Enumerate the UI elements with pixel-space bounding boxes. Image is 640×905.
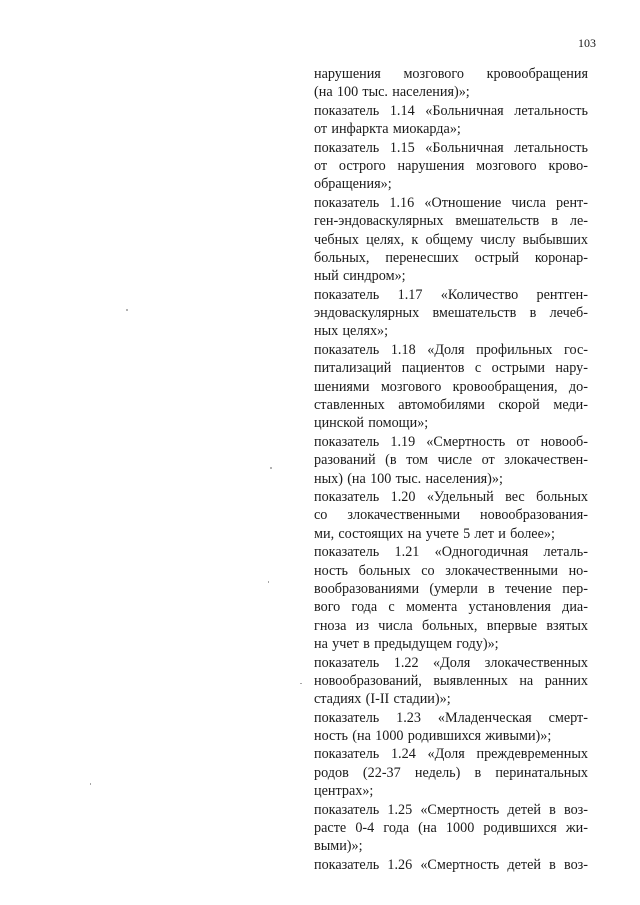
word: скорой <box>498 397 540 414</box>
word: профильных <box>476 341 553 358</box>
word: на <box>407 525 422 542</box>
word: «Отношение <box>424 194 502 211</box>
text-line <box>314 635 588 653</box>
word: 1.16 <box>389 194 415 211</box>
text-line <box>314 231 588 249</box>
word: ный <box>314 268 339 285</box>
word: населения)»; <box>425 470 503 487</box>
word: «Смертность <box>420 856 500 873</box>
word: 1.17 <box>397 286 423 303</box>
word: 100 <box>336 84 359 101</box>
word: злокачественных <box>484 654 588 671</box>
text-line <box>314 856 588 874</box>
word: родов <box>314 764 349 781</box>
word: и <box>498 525 506 542</box>
word: острыми <box>491 360 545 377</box>
word: лечеб- <box>549 305 588 322</box>
text-line <box>314 801 588 819</box>
word: 1000 <box>445 820 475 837</box>
word: смерт- <box>548 709 588 726</box>
text-line <box>314 175 588 193</box>
word: показатель <box>314 102 380 119</box>
word: рентген- <box>536 286 588 303</box>
word: 1.15 <box>389 139 415 156</box>
word: выбывших <box>522 231 588 248</box>
word: показатель <box>314 286 380 303</box>
word: показатель <box>314 801 380 818</box>
word: в <box>529 305 537 322</box>
scan-speck <box>268 581 269 583</box>
word: от <box>314 121 328 138</box>
word: детей <box>507 801 542 818</box>
word: помощи»; <box>368 415 429 432</box>
word: до- <box>568 378 588 395</box>
word: ранних <box>544 672 588 689</box>
word: целях»; <box>342 323 389 340</box>
word: мозгового <box>380 378 442 395</box>
word: 1.19 <box>390 433 416 450</box>
word: летальность <box>514 139 588 156</box>
word: «Смертность <box>420 801 500 818</box>
word: (на <box>418 820 437 837</box>
word: «Одногодичная <box>434 544 529 561</box>
text-line <box>314 120 588 138</box>
word: ность <box>314 728 349 745</box>
word: «Младенческая <box>437 709 532 726</box>
text-line <box>314 157 588 175</box>
text-line <box>314 65 588 83</box>
word: тыс. <box>395 470 422 487</box>
word: обращения»; <box>314 176 392 193</box>
word: гноза <box>314 617 347 634</box>
word: перинатальных <box>495 764 588 781</box>
text-line <box>314 543 588 561</box>
text-line <box>314 451 588 469</box>
word: ми, <box>314 525 335 542</box>
word: с <box>474 360 482 377</box>
word: чебных <box>314 231 359 248</box>
text-line <box>314 212 588 230</box>
scan-speck <box>300 683 302 684</box>
word: года <box>383 820 410 837</box>
word: том <box>406 452 429 469</box>
scan-speck <box>270 467 272 469</box>
text-line <box>314 690 588 708</box>
word: (на <box>347 470 366 487</box>
word: в <box>549 856 556 873</box>
page-number: 103 <box>578 36 596 50</box>
word: показатель <box>314 654 380 671</box>
word: нару- <box>555 360 588 377</box>
word: 100 <box>370 470 392 487</box>
word: шениями <box>314 378 370 395</box>
word: мозгового <box>476 157 537 174</box>
word: воз- <box>563 856 588 873</box>
word: 1.20 <box>390 488 416 505</box>
text-line <box>314 672 588 690</box>
word: состоящих <box>338 525 404 542</box>
word: общему <box>425 231 474 248</box>
word: ген-эндоваскулярных <box>314 213 444 230</box>
word: со <box>421 562 435 579</box>
word: «Удельный <box>426 488 494 505</box>
text-line <box>314 506 588 524</box>
word: злокачественными <box>347 507 461 524</box>
word: (22-37 <box>362 764 401 781</box>
word: 1.14 <box>389 102 415 119</box>
word: острого <box>338 157 386 174</box>
word: тыс. <box>362 84 388 101</box>
word: «Доля <box>427 341 465 358</box>
text-line <box>314 782 588 800</box>
text-line <box>314 341 588 359</box>
text-line <box>314 727 588 745</box>
text-line <box>314 562 588 580</box>
word: больных <box>358 562 411 579</box>
word: новообразования- <box>480 507 588 524</box>
word: показатель <box>314 433 380 450</box>
text-line <box>314 470 588 488</box>
word: крово- <box>548 157 588 174</box>
text-line <box>314 488 588 506</box>
word: мозгового <box>403 66 464 82</box>
word: 1.26 <box>387 856 413 873</box>
text-line <box>314 414 588 432</box>
word: стадии)»; <box>393 691 451 708</box>
text-line <box>314 654 588 672</box>
word: показатель <box>314 488 380 505</box>
scan-speck <box>126 309 128 311</box>
word: новообразований, <box>314 672 422 689</box>
word: показатель <box>314 139 380 156</box>
text-line <box>314 249 588 267</box>
word: вого <box>314 599 341 616</box>
word: 5 <box>463 525 471 542</box>
word: леталь- <box>543 544 588 561</box>
word: ставленных <box>314 397 385 414</box>
word: новооб- <box>540 433 588 450</box>
word: злокачествен- <box>504 452 588 469</box>
word: синдром»; <box>342 268 406 285</box>
word: ных <box>314 323 339 340</box>
word: преждевременных <box>476 746 588 763</box>
word: 1.21 <box>394 544 420 561</box>
word: «Смертность <box>426 433 506 450</box>
text-line <box>314 139 588 157</box>
word: на <box>314 636 328 653</box>
word: больных, <box>422 617 478 634</box>
word: «Доля <box>427 746 465 763</box>
word: ность <box>314 562 349 579</box>
word: вмешательств <box>432 305 517 322</box>
word: течение <box>504 580 553 597</box>
word: «Больничная <box>425 139 504 156</box>
text-line <box>314 83 588 101</box>
word: от <box>314 157 328 174</box>
word: лет <box>474 525 494 542</box>
word: момента <box>405 599 458 616</box>
word: центрах»; <box>314 783 374 800</box>
word: острый <box>474 249 519 266</box>
word: питализаций <box>314 360 392 377</box>
word: родившихся <box>407 728 482 745</box>
word: больных, <box>314 249 370 266</box>
text-line <box>314 764 588 782</box>
word: (на <box>314 84 333 101</box>
word: цинской <box>314 415 364 432</box>
word: нарушения <box>314 66 381 82</box>
word: числу <box>480 231 516 248</box>
text-line <box>314 267 588 285</box>
word: (в <box>385 452 397 469</box>
text-line <box>314 286 588 304</box>
word: вмешательств <box>455 213 540 230</box>
word: автомобилями <box>398 397 485 414</box>
word: на <box>519 672 534 689</box>
word: гос- <box>564 341 588 358</box>
word: предыдущем <box>374 636 453 653</box>
word: учет <box>332 636 359 653</box>
word: разований <box>314 452 376 469</box>
word: пациентов <box>401 360 465 377</box>
word: с <box>388 599 395 616</box>
word: показатель <box>314 341 380 358</box>
word: в <box>549 801 556 818</box>
word: злокачественными <box>445 562 558 579</box>
word: от <box>481 452 495 469</box>
word: установления <box>468 599 551 616</box>
word: более»; <box>510 525 555 542</box>
word: в <box>363 636 370 653</box>
word: к <box>411 231 419 248</box>
word: диа- <box>562 599 588 616</box>
word: жи- <box>565 820 588 837</box>
word: «Количество <box>440 286 519 303</box>
word: вообразованиями <box>314 580 420 597</box>
word: «Доля <box>433 654 471 671</box>
word: показатель <box>314 856 380 873</box>
word: 1000 <box>375 728 404 745</box>
word: миокарда»; <box>392 121 461 138</box>
word: числа <box>511 194 546 211</box>
text-line <box>314 433 588 451</box>
word: коронар- <box>534 249 588 266</box>
word: расте <box>314 820 347 837</box>
word: целях, <box>366 231 405 248</box>
word: выявленных <box>433 672 508 689</box>
scan-speck <box>90 783 91 785</box>
word: выми)»; <box>314 838 363 855</box>
word: летальность <box>514 102 588 119</box>
word: со <box>314 507 328 524</box>
word: 1.23 <box>396 709 421 726</box>
word: рент- <box>556 194 588 211</box>
text-line <box>314 598 588 616</box>
text-line <box>314 819 588 837</box>
word: 1.18 <box>390 341 416 358</box>
text-line <box>314 378 588 396</box>
word: пер- <box>562 580 588 597</box>
text-line <box>314 709 588 727</box>
word: детей <box>507 856 542 873</box>
word: впервые <box>486 617 538 634</box>
word: кровообращения, <box>452 378 558 395</box>
word: в <box>488 580 495 597</box>
text-line <box>314 396 588 414</box>
word: года <box>351 599 378 616</box>
word: меди- <box>553 397 588 414</box>
word: 0-4 <box>355 820 375 837</box>
word: взятых <box>546 617 588 634</box>
word: 1.25 <box>387 801 413 818</box>
word: показатель <box>314 194 380 211</box>
text-line <box>314 837 588 855</box>
word: 1.24 <box>390 746 416 763</box>
word: перенесших <box>385 249 459 266</box>
word: воз- <box>563 801 588 818</box>
word: в <box>551 213 558 230</box>
document-body <box>314 65 588 874</box>
word: инфаркта <box>331 121 389 138</box>
word: числа <box>378 617 413 634</box>
word: ле- <box>569 213 588 230</box>
text-line <box>314 322 588 340</box>
word: от <box>516 433 530 450</box>
word: нарушения <box>397 157 465 174</box>
word: учете <box>425 525 459 542</box>
word: году)»; <box>456 636 499 653</box>
word: вес <box>505 488 525 505</box>
word: показатель <box>314 746 380 763</box>
text-line <box>314 359 588 377</box>
word: (на <box>352 728 371 745</box>
word: стадиях <box>314 691 362 708</box>
word: показатель <box>314 709 380 726</box>
text-line <box>314 525 588 543</box>
text-line <box>314 580 588 598</box>
text-line <box>314 745 588 763</box>
text-line <box>314 304 588 322</box>
word: из <box>355 617 369 634</box>
word: населения)»; <box>392 84 470 101</box>
word: «Больничная <box>425 102 504 119</box>
word: больных <box>536 488 588 505</box>
word: числе <box>437 452 472 469</box>
text-line <box>314 617 588 635</box>
word: эндоваскулярных <box>314 305 420 322</box>
word: 1.22 <box>393 654 419 671</box>
word: ных) <box>314 470 343 487</box>
word: в <box>474 764 482 781</box>
word: (I-II <box>365 691 390 708</box>
word: (умерли <box>429 580 478 597</box>
text-line <box>314 194 588 212</box>
word: живыми)»; <box>485 728 552 745</box>
text-line <box>314 102 588 120</box>
word: показатель <box>314 544 380 561</box>
word: но- <box>568 562 588 579</box>
word: родившихся <box>483 820 557 837</box>
word: кровообращения <box>486 66 588 82</box>
word: недель) <box>414 764 461 781</box>
